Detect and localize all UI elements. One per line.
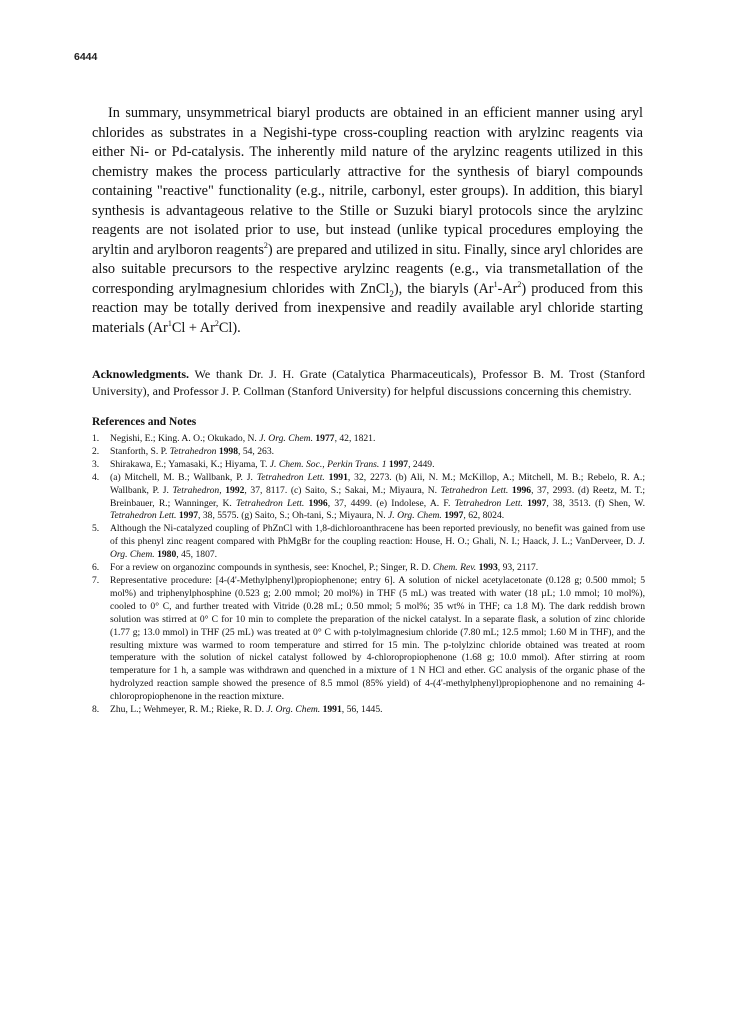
- page-number: 6444: [74, 51, 98, 63]
- reference-6: 6. For a review on organozinc compounds in synthesis, see: Knochel, P.; Singer, R. D. Chem. Rev. 1993, 93, 2117.: [92, 562, 539, 574]
- acknowledgments-label: Acknowledgments.: [92, 367, 190, 381]
- reference-3: 3. Shirakawa, E.; Yamasaki, K.; Hiyama, T. J. Chem. Soc., Perkin Trans. 1 1997, 2449.: [92, 458, 435, 470]
- reference-8: 8. Zhu, L.; Wehmeyer, R. M.; Rieke, R. D. J. Org. Chem. 1991, 56, 1445.: [92, 704, 383, 716]
- reference-5: 5. Although the Ni-catalyzed coupling of PhZnCl with 1,8-dichloroanthracene has been reported previously, no benefit was gained from use of this phenyl zinc reagent compared with PhMgBr for the coupling reaction: House, H. O.; Ghali, N. I.; Haack, J. L.; VanDerveer, D. J. Org. Chem. 1980, 45, 1807.: [92, 523, 645, 561]
- references-heading: References and Notes: [92, 416, 197, 428]
- reference-2: 2. Stanforth, S. P. Tetrahedron 1998, 54, 263.: [92, 445, 275, 457]
- reference-4: 4. (a) Mitchell, M. B.; Wallbank, P. J. Tetrahedron Lett. 1991, 32, 2273. (b) Ali, N. M.; McKillop, A.; Mitchell, M. B.; Rebelo, R. A.; Wallbank, P. J. Tetrahedron, 1992, 37, 8117. (c) Saito, S.; Sakai, M.; Miyaura, N. Tetrahedron Lett. 1996, 37, 2993. (d) Reetz, M. T.; Breinbauer, R.; Wanninger, K. Tetrahedron Lett. 1996, 37, 4499. (e) Indolese, A. F. Tetrahedron Lett. 1997, 38, 3513. (f) Shen, W. Tetrahedron Lett. 1997, 38, 5575. (g) Saito, S.; Oh-tani, S.; Miyaura, N. J. Org. Chem. 1997, 62, 8024.: [92, 471, 646, 522]
- summary-paragraph: In summary, unsymmetrical biaryl products are obtained in an efficient manner using aryl chlorides as substrates in a Negishi-type cross-coupling reaction with arylzinc reagents via either Ni- or Pd-catalysis. The inherently mild nature of the arylzinc reagents utilized in this chemistry makes the process particularly attractive for the synthesis of biaryl compounds containing "reactive" functionality (e.g., nitrile, carbonyl, ester groups). In addition, this biaryl synthesis is advantageous relative to the Stille or Suzuki biaryl protocols since the arylzinc reagents are not isolated prior to use, but instead (unlike typical procedures employing the aryltin and arylboron reagents$^2$) are prepared and utilized in situ. Finally, since aryl chlorides are also suitable precursors to the respective arylzinc reagents (e.g., via transmetallation of the corresponding arylmagnesium chlorides with ZnCl$_2$), the biaryls (Ar$^1$-Ar$^2$) produced from this reaction may be totally derived from inexpensive and readily available aryl chloride starting materials $(Ar^1Cl + Ar^2Cl)$.: [92, 105, 643, 336]
- acknowledgments-paragraph: Acknowledgments. We thank Dr. J. H. Grate (Catalytica Pharmaceuticals), Professor B. M. Trost (Stanford University), and Professor J. P. Collman (Stanford University) for helpful discussions concerning this chemistry.: [92, 367, 645, 398]
- reference-7: 7. Representative procedure: [4-(4'-Methylphenyl)propiophenone; entry 6]. A solution of nickel acetylacetonate (0.128 g; 0.500 mmol; 5 mol%) and triphenylphosphine (0.523 g; 2.00 mmol; 20 mol%) in THF (5 mL) was treated with water (18 µL; 1.0 mmol; 10 mol%), cooled to 0° C, and further treated with Vitride (0.28 mL; 0.50 mmol; 5 mol%; 35 wt% in THF; ca 1.8 M). The dark reddish brown solution was stirred at 0° C for 10 min to complete the preparation of the nickel catalyst. In a separate flask, a solution of zinc chloride (1.77 g; 13.0 mmol) in THF (25 mL) was treated at 0° C with p-tolylmagnesium chloride (7.80 mL; 12.5 mmol; 1.60 M in THF), and the resulting mixture was warmed to room temperature and stirred for 15 min. The p-tolylzinc chloride obtained was treated at room temperature with the solution of nickel catalyst followed by 4-chloropropiophenone (1.68 g; 10.0 mmol). After stirring at room temperature for 1 h, a sample was withdrawn and quenched in a mixture of 1 N HCl and ether. GC analysis of the organic phase of the hydrolyzed reaction sample showed the presence of 8.5 mmol (85% yield) of 4-(4'-methylphenyl)propiophenone and no remaining 4-chloropropiophenone in the reaction mixture.: [92, 574, 645, 703]
- references-list: [92, 433, 645, 717]
- reference-1: 1. Negishi, E.; King. A. O.; Okukado, N. J. Org. Chem. 1977, 42, 1821.: [92, 433, 376, 444]
